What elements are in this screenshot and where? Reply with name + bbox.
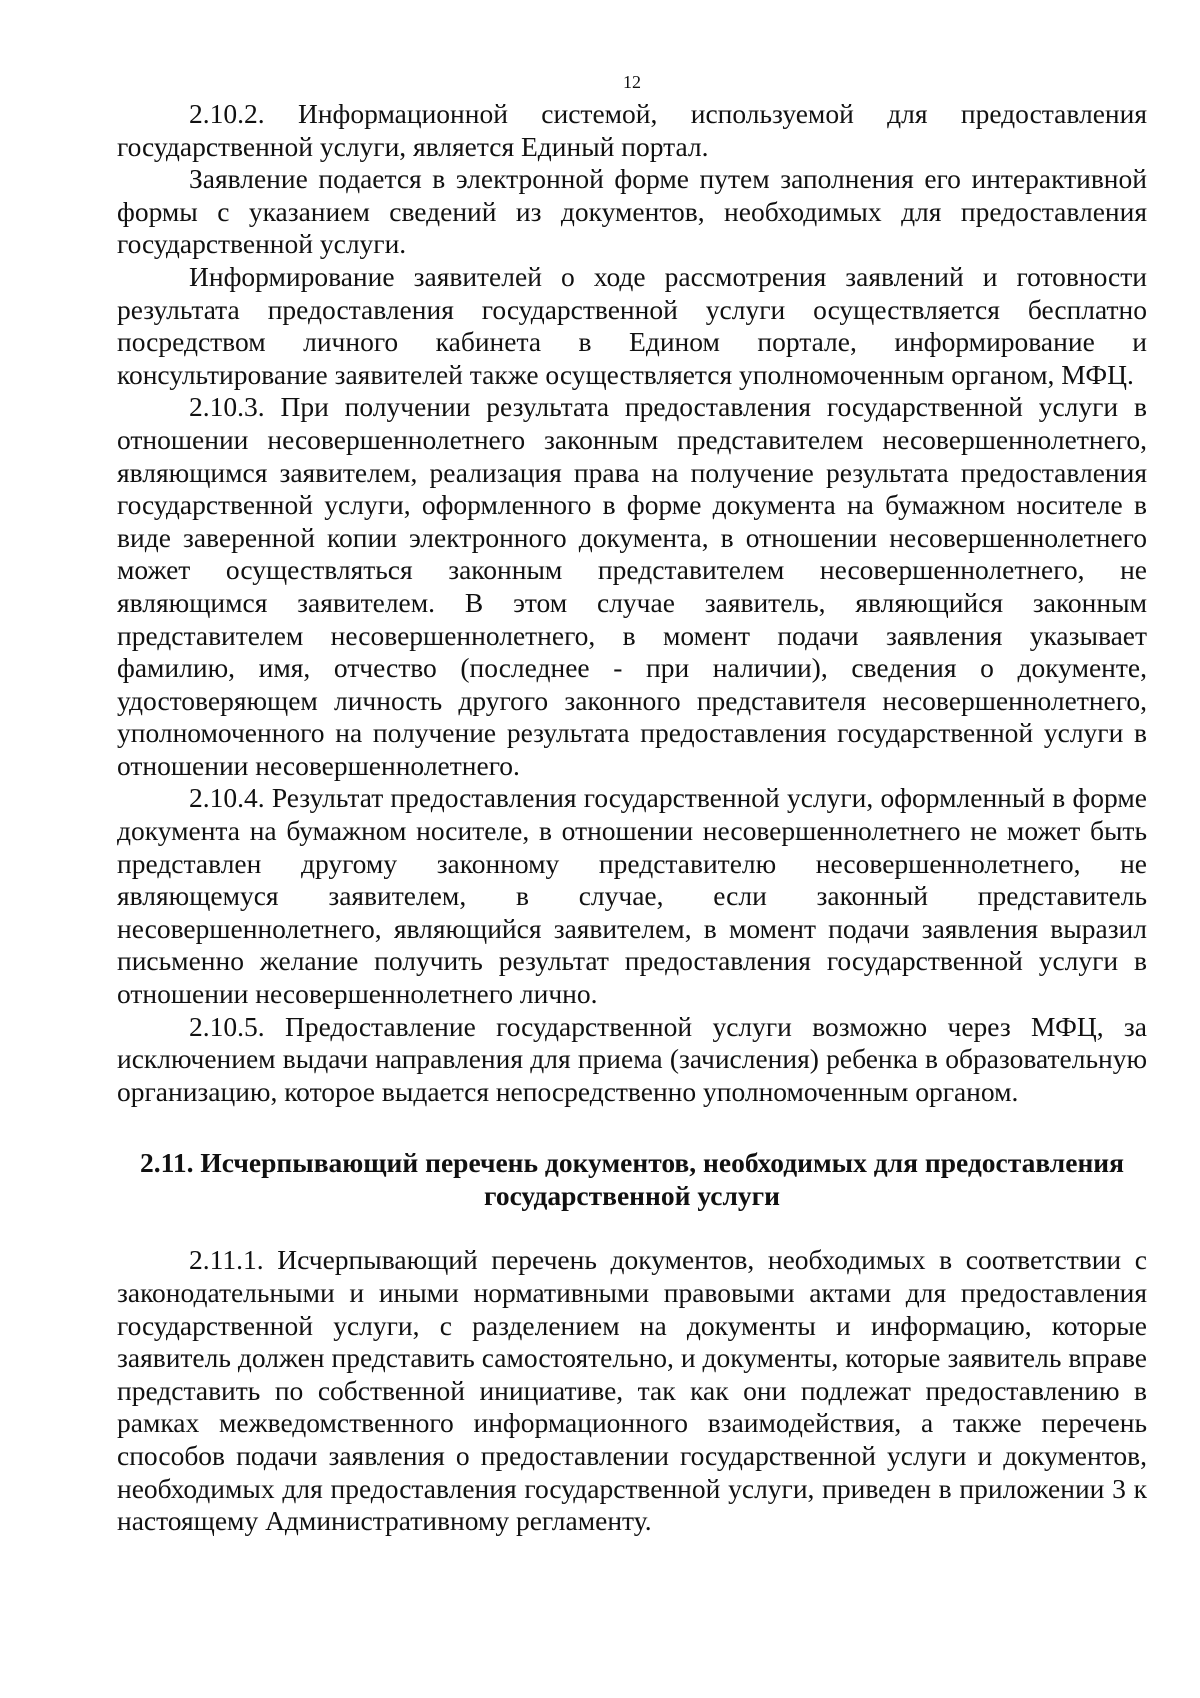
- paragraph-informing-applicants: Информирование заявителей о ходе рассмотрения заявлений и готовности результата предоставления государственной услуги осуществляется бесплатно посредством личного кабинета в Едином портале, информирование и консультирование заявителей также осуществляется уполномоченным органом, МФЦ.: [117, 260, 1147, 390]
- page-number: 12: [623, 72, 641, 92]
- section-heading-line-1: 2.11. Исчерпывающий перечень документов, необходимых для предоставления: [139, 1147, 1125, 1179]
- paragraph-2-10-2: 2.10.2. Информационной системой, используемой для предоставления государственной услуги, является Единый портал.: [117, 98, 1147, 162]
- paragraph-2-10-5: 2.10.5. Предоставление государственной услуги возможно через МФЦ, за исключением выдачи направления для приема (зачисления) ребенка в образовательную организацию, которое выдается непосредственно уполномоченным органом.: [117, 1010, 1147, 1107]
- document-page: [117, 72, 1147, 1538]
- section-heading-line-2: государственной услуги: [484, 1180, 780, 1212]
- paragraph-2-11-1: 2.11.1. Исчерпывающий перечень документов, необходимых в соответствии с законодательными и иными нормативными правовыми актами для предоставления государственной услуги, с разделением на документы и информацию, которые заявитель должен представить самостоятельно, и документы, которые заявитель вправе представить по собственной инициативе, так как они подлежат предоставлению в рамках межведомственного информационного взаимодействия, а также перечень способов подачи заявления о предоставлении государственной услуги и документов, необходимых для предоставления государственной услуги, приведен в приложении 3 к настоящему Административному регламенту.: [117, 1244, 1147, 1537]
- section-heading-2-11: [117, 1146, 1147, 1212]
- paragraph-2-10-3: 2.10.3. При получении результата предоставления государственной услуги в отношении несовершеннолетнего законным представителем несовершеннолетнего, являющимся заявителем, реализация права на получение результата предоставления государственной услуги, оформленного в форме документа на бумажном носителе в виде заверенной копии электронного документа, в отношении несовершеннолетнего может осуществляться законным представителем несовершеннолетнего, не являющимся заявителем. В этом случае заявитель, являющийся законным представителем несовершеннолетнего, в момент подачи заявления указывает фамилию, имя, отчество (последнее - при наличии), сведения о документе, удостоверяющем личность другого законного представителя несовершеннолетнего, уполномоченного на получение результата предоставления государственной услуги в отношении несовершеннолетнего.: [117, 391, 1147, 781]
- paragraph-application-form: Заявление подается в электронной форме путем заполнения его интерактивной формы с указанием сведений из документов, необходимых для предоставления государственной услуги.: [117, 163, 1147, 260]
- paragraph-2-10-4: 2.10.4. Результат предоставления государственной услуги, оформленный в форме документа на бумажном носителе, в отношении несовершеннолетнего не может быть представлен другому законному представителю несовершеннолетнего, не являющемуся заявителем, в случае, если законный представитель несовершеннолетнего, являющийся заявителем, в момент подачи заявления выразил письменно желание получить результат предоставления государственной услуги в отношении несовершеннолетнего лично.: [117, 782, 1147, 1010]
